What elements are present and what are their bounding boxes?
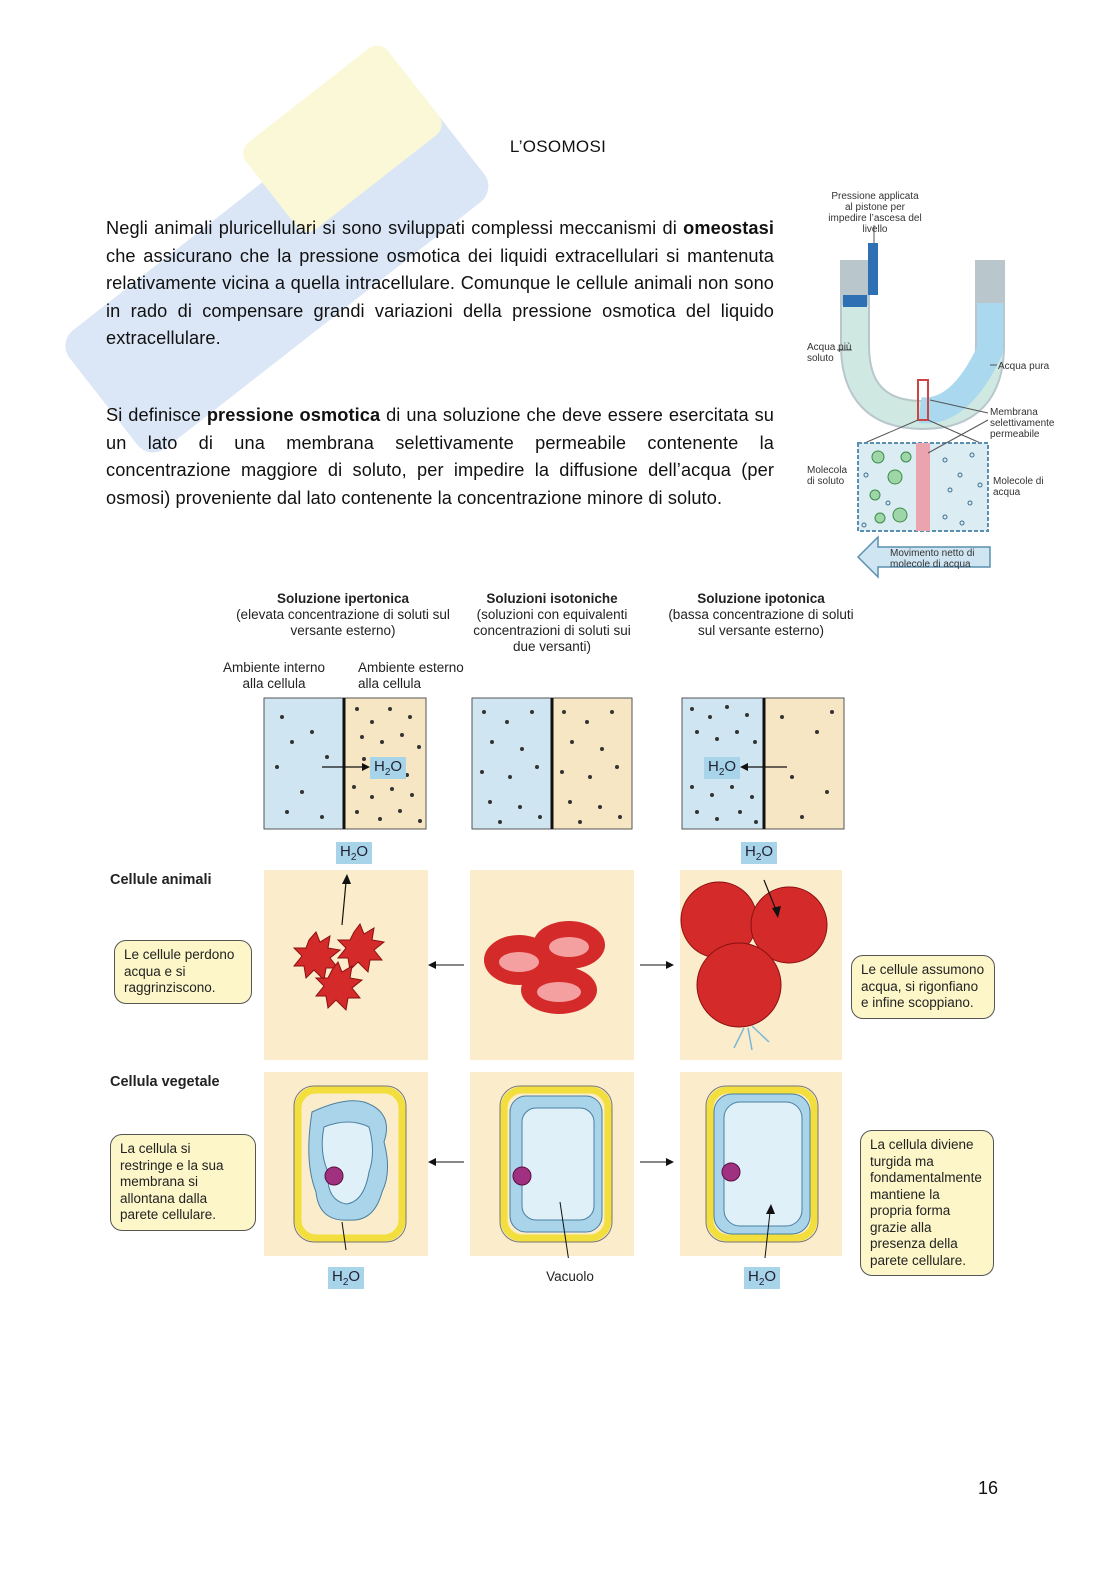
h2o-label-animal-in: $H_2O$ [741, 842, 777, 864]
h2o-label-hypotonic-box: $H_2O$ [704, 757, 740, 779]
paragraph-osmotic-pressure: Si definisce pressione osmotica di una soluzione che deve essere esercitata su un lato di una membrana selettivamente permeabile contenente la concentrazione maggiore di soluto, per impedire la diffusione dell’acqua (per osmosi) proveniente dal lato contenente la concentrazione minore di soluto. [106, 405, 774, 508]
h2o-label-plant-out: $H_2O$ [328, 1267, 364, 1289]
left-arm-label: Acqua più soluto [807, 342, 852, 364]
term-pressione-osmotica: pressione osmotica [206, 405, 381, 425]
water-molecules-label: Molecole di acqua [993, 476, 1044, 498]
plant-cell-label: Cellula vegetale [110, 1074, 220, 1090]
piston-label: Pressione applicata al pistone per impedire l’ascesa del livello [828, 191, 922, 235]
callout-plasmolysis: La cellula si restringe e la sua membrana si allontana dalla parete cellulare. [110, 1134, 256, 1231]
solution-boxes [262, 697, 846, 833]
plant-cell-panels [264, 1072, 844, 1258]
u-tube-diagram [800, 185, 1070, 585]
callout-crenation: Le cellule perdono acqua e si raggrinziscono. [114, 940, 252, 1004]
col-hypertonic-header: Soluzione ipertonica (elevata concentrazione di soluti sul versante esterno) [236, 591, 450, 638]
animal-cell-panels [264, 870, 844, 1062]
h2o-label-plant-in: $H_2O$ [744, 1267, 780, 1289]
col-hypotonic-header: Soluzione ipotonica (bassa concentrazione di soluti sul versante esterno) [668, 591, 854, 638]
animal-cells-label: Cellule animali [110, 872, 212, 888]
solute-label: Molecola di soluto [807, 465, 848, 487]
inside-env-label: Ambiente interno alla cellula [222, 660, 326, 691]
h2o-label-animal-out: $H_2O$ [336, 842, 372, 864]
callout-lysis: Le cellule assumono acqua, si rigonfiano e infine scoppiano. [851, 955, 995, 1019]
page-title: L’OSOMOSI [509, 137, 607, 156]
vacuole-label: Vacuolo [546, 1269, 594, 1284]
page-number: 16 [978, 1478, 999, 1498]
h2o-label-hypertonic-box: $H_2O$ [370, 757, 406, 779]
net-movement-label: Movimento netto di molecole di acqua [890, 548, 975, 570]
membrane-label: Membrana selettivamente permeabile [990, 407, 1055, 440]
right-arm-label: Acqua pura [998, 361, 1050, 372]
col-isotonic-header: Soluzioni isotoniche (soluzioni con equivalenti concentrazioni di soluti sui due versanti) [473, 591, 631, 654]
outside-env-label: Ambiente esterno alla cellula [358, 660, 464, 691]
callout-turgid: La cellula diviene turgida ma fondamentalmente mantiene la propria forma grazie alla presenza della parete cellulare. [860, 1130, 994, 1276]
term-omeostasi: omeostasi [683, 218, 774, 238]
paragraph-homeostasis: Negli animali pluricellulari si sono sviluppati complessi meccanismi di omeostasi che assicurano che la pressione osmotica dei liquidi extracellulari si mantenuta relativamente vicina a quella intracellulare. Comunque le cellule animali non sono in rado di compensare grandi variazioni della pressione osmotica del liquido extracellulare. [106, 218, 774, 348]
